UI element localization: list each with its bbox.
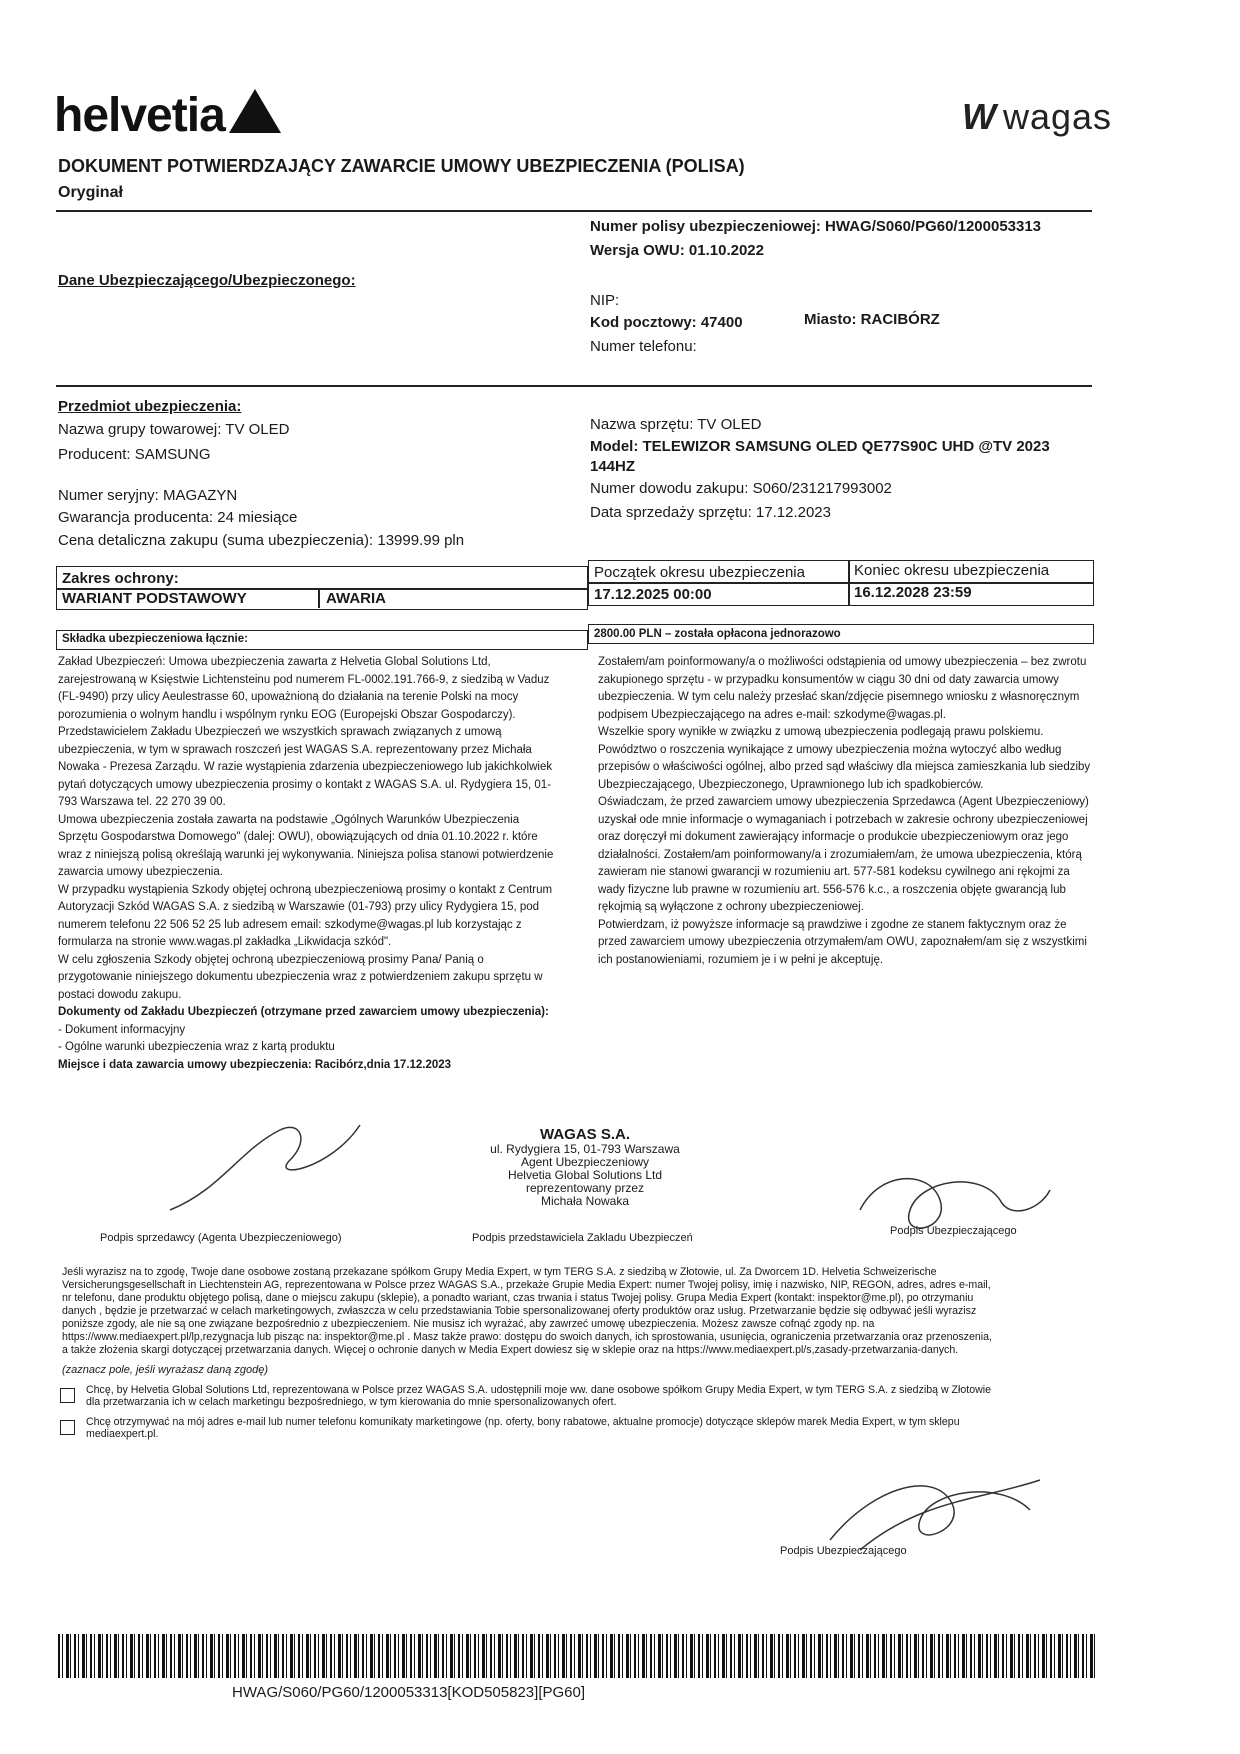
receipt-number: Numer dowodu zakupu: S060/231217993002 [590, 480, 892, 497]
product-group: Nazwa grupy towarowej: TV OLED [58, 421, 290, 438]
rodo-line: Versicherungsgesellschaft in Liechtenstein AG, reprezentowana w Polsce przez WAGAS S.A., przekaże Grupie Media Expert: numer Twojej polisy, imię i nazwisko, NIP, REGON, adres, adres e-mail, [62, 1279, 991, 1291]
rodo-line: danych , będzie je przetwarzać w celach marketingowych, zwłaszcza w celu przedstawiania Tobie spersonalizowanej oferty produktów oraz usług. Przetwarzanie będzie się odbywać jeśli wyrazisz [62, 1305, 977, 1317]
consent-line: dla przetwarzania ich w celach marketingu bezpośredniego, w tym kierowania do mnie spersonalizowanych ofert. [86, 1396, 617, 1408]
left-line: Zakład Ubezpieczeń: Umowa ubezpieczenia zawarta z Helvetia Global Solutions Ltd, [58, 656, 491, 668]
right-line: Ubezpieczającego, Ubezpieczonego, Uprawnionego lub ich spadkobierców. [598, 778, 984, 791]
left-line: postaci dowodu zakupu. [58, 988, 182, 1001]
consent-line: Chcę, by Helvetia Global Solutions Ltd, reprezentowana w Polsce przez WAGAS S.A. udostępnili moje ww. dane osobowe spółkom Grupy Media Expert, w tym TERG S.A. z siedzibą w Złotowie [86, 1384, 991, 1396]
policy-number: Numer polisy ubezpieczeniowej: HWAG/S060/PG60/1200053313 [590, 218, 1042, 235]
helvetia-triangle-icon [229, 89, 281, 133]
agent-signature-icon [160, 1110, 380, 1230]
right-terms [598, 654, 1098, 969]
premium-value: 2800.00 PLN – została opłacona jednorazowo [594, 628, 841, 640]
right-line: Oświadczam, że przed zawarciem umowy ubezpieczenia Sprzedawca (Agent Ubezpieczeniowy) [598, 796, 1089, 808]
stamp-name: WAGAS S.A. [539, 1126, 630, 1143]
stamp-line: Helvetia Global Solutions Ltd [507, 1168, 663, 1182]
consent-marketing-checkbox[interactable] [60, 1420, 75, 1440]
phone: Numer telefonu: [590, 338, 697, 355]
equipment-name: Nazwa sprzętu: TV OLED [590, 416, 762, 433]
divider [56, 385, 1092, 387]
docs-heading: Dokumenty od Zakładu Ubezpieczeń (otrzymane przed zawarciem umowy ubezpieczenia): [58, 1006, 549, 1018]
model-continued: 144HZ [590, 458, 636, 475]
barcode-icon [58, 1634, 1098, 1678]
right-line: podpisem Ubezpieczającego na adres e-mail: szkodyme@wagas.pl. [598, 708, 946, 721]
place-date: Miejsce i data zawarcia umowy ubezpieczenia: Racibórz,dnia 17.12.2023 [58, 1058, 452, 1071]
left-line: wraz z niniejszą polisą określają warunki jej wykonywania. Niniejsza polisa stanowi potwierdzenie [58, 848, 554, 861]
insurer-signature-label: Podpis przedstawiciela Zakladu Ubezpieczeń [472, 1232, 693, 1244]
nip: NIP: [590, 292, 620, 309]
right-line: zawieram nie stanowi gwarancji w rozumieniu art. 577-581 kodeksu cywilnego ani rękojmi za [598, 866, 1070, 878]
left-line: Umowa ubezpieczenia została zawarta na podstawie „Ogólnych Warunków Ubezpieczenia [58, 813, 520, 826]
stamp-line: Michała Nowaka [540, 1194, 630, 1208]
subject-heading: Przedmiot ubezpieczenia: [58, 398, 242, 415]
agent-signature-label: Podpis sprzedawcy (Agenta Ubezpieczeniowego) [100, 1232, 342, 1244]
left-line: ubezpieczenia, w tym w sprawach roszczeń jest WAGAS S.A. reprezentowany przez Michała [58, 743, 532, 756]
serial-number: Numer seryjny: MAGAZYN [58, 487, 238, 504]
data-protection-notice [62, 1266, 1102, 1357]
stamp-line: ul. Rydygiera 15, 01-793 Warszawa [490, 1142, 680, 1156]
variant: WARIANT PODSTAWOWY [62, 590, 247, 607]
producer: Producent: SAMSUNG [58, 446, 211, 463]
rodo-line: https://www.mediaexpert.pl/lp,rezygnacja lub pisząc na: inspektor@me.pl . Masz także prawo: dostępu do swoich danych, ich sprostowania, usunięcia, ograniczenia przetwarzania oraz przenoszenia, [62, 1331, 992, 1343]
right-line: zakupionego sprzętu - w przypadku konsumentów w ciągu 30 dni od daty zawarcia umowy [598, 673, 1059, 686]
right-line: rękojmią są wyłączone z ochrony ubezpieczeniowej. [598, 901, 864, 913]
start-label: Początek okresu ubezpieczenia [594, 564, 805, 581]
wagas-stamp [450, 1128, 720, 1208]
insured-label: Dane Ubezpieczającego/Ubezpieczonego: [58, 272, 356, 289]
consent-hint: (zaznacz pole, jeśli wyrażasz daną zgodę) [62, 1364, 269, 1376]
left-line: zarejestrowaną w Księstwie Lichtensteinu pod numerem FL-0002.191.766-9, z siedzibą w Vaduz [58, 673, 550, 686]
consent-share-text [86, 1384, 1096, 1408]
stamp-line: Agent Ubezpieczeniowy [520, 1155, 650, 1169]
consent-marketing-text [86, 1416, 1096, 1440]
rodo-line: a także złożenia skargi dotyczącej przetwarzania danych. Więcej o ochronie danych w Media Expert dowiesz się w sklepie oraz na https://www.mediaexpert.pl/s,zasady-przetwarzania-danych. [62, 1344, 959, 1356]
left-line: zawarcia umowy ubezpieczenia. [58, 866, 223, 878]
right-line: ich postanowieniami, rozumiem je i w pełni je akceptuję. [598, 953, 884, 966]
docs-item: - Dokument informacyjny [58, 1023, 186, 1036]
right-line: wady fizyczne lub prawne w rozumieniu art. 556-576 k.c., a roszczenia objęte gwarancją lub [598, 883, 1066, 896]
barcode-text: HWAG/S060/PG60/1200053313[KOD505823][PG60] [232, 1684, 586, 1701]
divider [848, 560, 850, 605]
start-value: 17.12.2025 00:00 [594, 586, 712, 603]
premium-label: Składka ubezpieczeniowa łącznie: [62, 633, 248, 645]
left-line: pytań dotyczących umowy ubezpieczenia prosimy o kontakt z WAGAS S.A. ul. Rydygiera 15, 01- [58, 778, 552, 791]
divider [588, 582, 1094, 584]
model: Model: TELEWIZOR SAMSUNG OLED QE77S90C UHD @TV 2023 [590, 438, 1050, 455]
left-line: Sprzętu Gospodarstwa Domowego" (dalej: OWU), obowiązujących od dnia 01.10.2022 r. które [58, 831, 538, 843]
original-label: Oryginał [58, 184, 123, 201]
end-value: 16.12.2028 23:59 [854, 584, 972, 601]
left-line: W przypadku wystąpienia Szkody objętej ochroną ubezpieczeniową prosimy o kontakt z Centrum [58, 883, 553, 896]
left-line: Nowaka - Prezesa Zarządu. W razie wystąpienia zdarzenia ubezpieczeniowego lub jakichkolwiek [58, 761, 553, 773]
left-line: formularza na stronie www.wagas.pl zakładka „Likwidacja szkód". [58, 936, 392, 948]
helvetia-logo: helvetia [54, 88, 281, 143]
left-terms [58, 654, 578, 1074]
left-line: (FL-9490) przy ulicy Aeulestrasse 60, upoważnioną do działania na terenie Polski na mocy [58, 691, 519, 703]
wagas-logo: W wagas [962, 96, 1113, 137]
right-line: Powództwo o roszczenia wynikające z umowy ubezpieczenia można wytoczyć albo według [598, 743, 1062, 756]
left-line: numerem telefonu 22 506 52 25 lub adresem email: szkodyme@wagas.pl lub korzystając z [58, 918, 522, 931]
consent-line: Chcę otrzymywać na mój adres e-mail lub numer telefonu komunikaty marketingowe (np. oferty, bony rabatowe, aktualne promocje) dotyczące sklepów marek Media Expert, w tym sklepu [86, 1416, 960, 1428]
left-line: 793 Warszawa tel. 22 270 39 00. [58, 796, 226, 808]
left-line: Autoryzacji Szkód WAGAS S.A. z siedzibą w Warszawie (01-793) przy ulicy Rydygiera 15, pod [58, 901, 540, 913]
retail-price: Cena detaliczna zakupu (suma ubezpieczenia): 13999.99 pln [58, 532, 465, 549]
docs-item: - Ogólne warunki ubezpieczenia wraz z kartą produktu [58, 1041, 335, 1053]
risk: AWARIA [326, 590, 386, 607]
scope-label: Zakres ochrony: [62, 570, 179, 587]
document-title: DOKUMENT POTWIERDZAJĄCY ZAWARCIE UMOWY UBEZPIECZENIA (POLISA) [58, 156, 745, 176]
divider [318, 588, 320, 608]
right-line: Zostałem/am poinformowany/a o możliwości odstąpienia od umowy ubezpieczenia – bez zwrotu [598, 656, 1087, 668]
right-line: oraz doręczył mi dokument zawierający informacje o produkcie ubezpieczeniowym oraz jego [598, 831, 1069, 843]
left-line: Przedstawicielem Zakładu Ubezpieczeń we wszystkich sprawach związanych z umową [58, 726, 502, 738]
postal-code: Kod pocztowy: 47400 [590, 314, 743, 331]
stamp-line: reprezentowany przez [525, 1181, 645, 1195]
owu-version: Wersja OWU: 01.10.2022 [590, 242, 764, 259]
end-label: Koniec okresu ubezpieczenia [854, 562, 1050, 579]
right-line: Wszelkie spory wynikłe w związku z umową ubezpieczenia podlegają prawu polskiemu. [598, 726, 1044, 738]
insured-signature-label-2: Podpis Ubezpieczającego [780, 1545, 907, 1557]
warranty: Gwarancja producenta: 24 miesiące [58, 509, 298, 526]
right-line: uzyskał ode mnie informacje o wymaganiach i potrzebach w zakresie ochrony ubezpieczeniowej [598, 813, 1088, 826]
right-line: przepisów o właściwości ogólnej, albo przed sąd właściwy dla miejsca zamieszkania lub siedziby [598, 761, 1091, 773]
right-line: przed zawarciem umowy ubezpieczenia otrzymałem/am OWU, zapoznałem/am się z wszystkimi [598, 936, 1087, 948]
consent-share-checkbox[interactable] [60, 1388, 75, 1408]
insured-signature-label: Podpis Ubezpieczającego [890, 1225, 1017, 1237]
consent-line: mediaexpert.pl. [86, 1428, 159, 1440]
right-line: ubezpieczenia. W tym celu należy przesłać skan/zdjęcie pisemnego wniosku z własnoręcznym [598, 691, 1080, 703]
left-line: przygotowanie niniejszego dokumentu ubezpieczenia wraz z potwierdzeniem zakupu sprzętu w [58, 971, 543, 983]
wagas-mark-icon: W [962, 96, 997, 137]
city: Miasto: RACIBÓRZ [804, 311, 940, 328]
rodo-line: Jeśli wyrazisz na to zgodę, Twoje dane osobowe zostaną przekazane spółkom Grupy Media Expert, w tym TERG S.A. z siedzibą w Złotowie, ul. Za Dworcem 1D. Helvetia Schweizerische [62, 1266, 937, 1278]
rodo-line: nr telefonu, dane produktu objętego polisą, dane o miejscu zakupu (sklepie), a ponadto wariant, czas trwania i status Twojej polisy. Grupa Media Expert (kontakt: inspektor@me.pl), po otrzymaniu [62, 1292, 974, 1304]
insured-signature-icon [840, 1150, 1060, 1260]
right-line: Potwierdzam, iż powyższe informacje są prawdziwe i zgodne ze stanem faktycznym oraz że [598, 918, 1067, 931]
divider [56, 210, 1092, 212]
rodo-line: poniższe zgody, ale nie są one związane bezpośrednio z ubezpieczeniem. Nie musisz ich wyrażać, aby zawrzeć umowę ubezpieczenia. Możesz zawsze cofnąć zgody np. na [62, 1318, 875, 1330]
right-line: działalności. Zostałem/am poinformowany/a i zrozumiałem/am, że umowa ubezpieczenia, którą [598, 848, 1082, 861]
left-line: porozumienia o wolnym handlu i wspólnym rynku EOG (Europejski Obszar Gospodarczy). [58, 708, 516, 721]
sale-date: Data sprzedaży sprzętu: 17.12.2023 [590, 504, 831, 521]
left-line: W celu zgłoszenia Szkody objętej ochroną ubezpieczeniową prosimy Pana/ Panią o [58, 953, 484, 966]
